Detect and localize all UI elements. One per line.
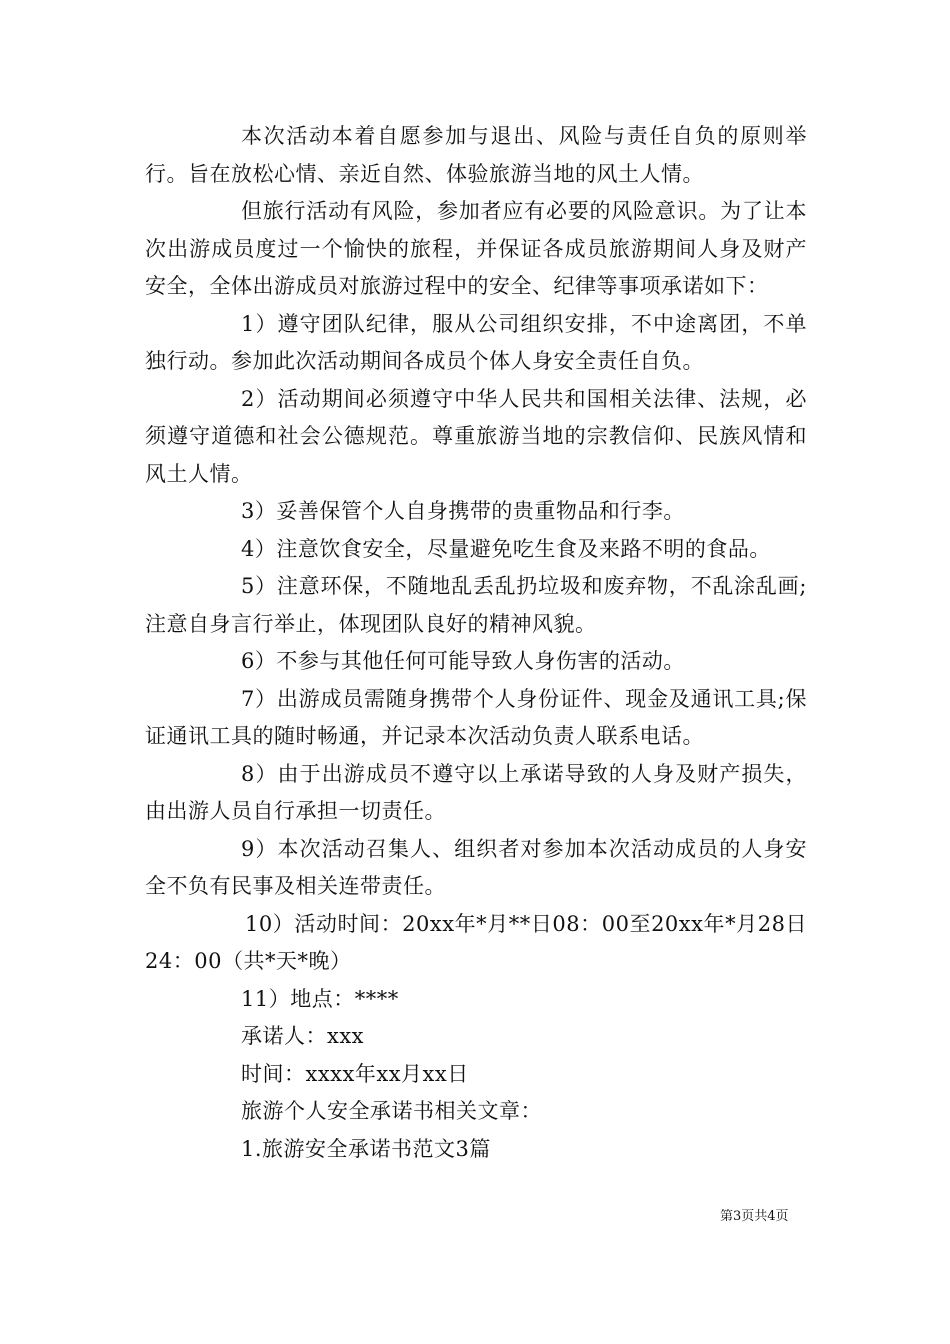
- list-item-4: 4）注意饮食安全，尽量避免吃生食及来路不明的食品。: [241, 536, 771, 561]
- list-item-7: 7）出游成员需随身携带个人身份证件、现金及通讯工具;保证通讯工具的随时畅通，并记录本次活动负责人联系电话。: [145, 686, 807, 748]
- related-articles-heading: 旅游个人安全承诺书相关文章：: [241, 1099, 542, 1123]
- list-item-2: 2）活动期间必须遵守中华人民共和国相关法律、法规，必须遵守道德和社会公德规范。尊重旅游当地的宗教信仰、民族风情和风土人情。: [145, 386, 807, 486]
- related-article-1: 1.旅游安全承诺书范文3篇: [241, 1136, 491, 1161]
- list-item-9: 9）本次活动召集人、组织者对参加本次活动成员的人身安全不负有民事及相关连带责任。: [145, 836, 807, 898]
- list-item-11: 11）地点：****: [241, 986, 399, 1011]
- paragraph-risk: 但旅行活动有风险，参加者应有必要的风险意识。为了让本次出游成员度过一个愉快的旅程，并保证各成员旅游期间人身及财产安全，全体出游成员对旅游过程中的安全、纪律等事项承诺如下：: [145, 199, 807, 298]
- list-item-10: 10）活动时间：20xx年*月**日08：00至20xx年*月28日24：00（共*天*晚）: [145, 911, 807, 973]
- list-item-3: 3）妥善保管个人自身携带的贵重物品和行李。: [241, 499, 685, 523]
- signatory-line: 承诺人：xxx: [241, 1024, 365, 1048]
- list-item-8: 8）由于出游成员不遵守以上承诺导致的人身及财产损失，由出游人员自行承担一切责任。: [145, 761, 807, 823]
- list-item-5: 5）注意环保，不随地乱丢乱扔垃圾和废弃物，不乱涂乱画;注意自身言行举止，体现团队良好的精神风貌。: [145, 574, 807, 636]
- date-line: 时间：xxxx年xx月xx日: [241, 1061, 469, 1086]
- document-body: [145, 118, 807, 1168]
- page-number-footer: 第3页共4页: [720, 1209, 789, 1224]
- list-item-6: 6）不参与其他任何可能导致人身伤害的活动。: [241, 649, 685, 673]
- paragraph-intro: 本次活动本着自愿参加与退出、风险与责任自负的原则举行。旨在放松心情、亲近自然、体验旅游当地的风土人情。: [145, 124, 807, 186]
- list-item-1: 1）遵守团队纪律，服从公司组织安排，不中途离团，不单独行动。参加此次活动期间各成员个体人身安全责任自负。: [145, 311, 807, 373]
